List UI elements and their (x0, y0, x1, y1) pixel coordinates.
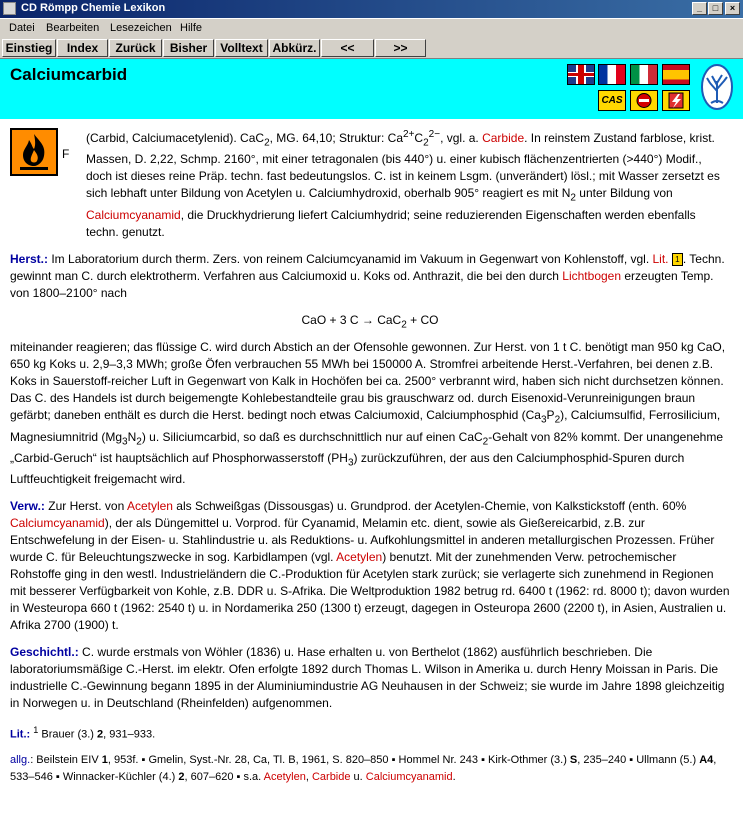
link-lichtbogen[interactable]: Lichtbogen (562, 268, 622, 283)
abkuerz-button[interactable]: Abkürz. (269, 39, 320, 57)
bold-text: A4 (699, 754, 714, 766)
text: als Schweißgas (Dissousgas) u. Grundprod. der Acetylen-Chemie, von Kalkstickstoff (enth. 60% (172, 499, 687, 514)
article-header (0, 59, 743, 119)
text: , 235–240 ▪ Ullmann (5.) (577, 754, 700, 766)
text: . (452, 771, 456, 783)
stop-icon[interactable] (630, 90, 658, 111)
text: P (546, 408, 555, 423)
general-references (10, 752, 730, 786)
intro-block (10, 126, 730, 241)
text: , die Druckhydrierung liefert Calciumhydrid; seine reduzierenden Eigenschaften werden ebenfalls techn. genutzt. (86, 207, 696, 239)
text: ) zurückzuführen, der aus den Calciumphosphid-Spuren durch Luftfeuchtigkeit freigemacht wird. (10, 450, 685, 487)
subscript: 2 (482, 435, 489, 447)
bold-text: 2 (178, 771, 185, 783)
text: unter Bildung von (575, 186, 673, 201)
toolbar (0, 38, 743, 59)
superscript: 2− (428, 129, 441, 140)
text: miteinander reagieren; das flüssige C. wird durch Abstich an der Ofensohle gewonnen. Zur Herst. von 1 t C. benötigt man 950 kg CaO, 650 kg Koks u. 2,9–3,3 MWh; große Öfen verbrauchen 55 MWh bei 150000 A. Stromfrei arbeitende Herst.-Verfahren, bei denen z.B. Koks in Sauerstoff-reicher Luft in Gegenwart von Kalk in Hochöfen bei ca. 2500° verbrannt wird, haben sich nicht durchsetzen können. Das C. des Handels ist durch beigemengte Kohlebestandteile grau bis grauschwarz od. durch Eisenoxid-Verunreinigungen braun gefärbt; daneben enthält es durch die Herst. bedingt noch etwas Calciumoxid, Calciumphosphid (Ca (10, 340, 726, 423)
menu-bearbeiten[interactable]: Bearbeiten (46, 22, 100, 34)
equation-left: CaO + 3 C (301, 312, 359, 327)
herst-paragraph (10, 251, 730, 302)
text: ) u. Siliciumcarbid, so daß es durchschnittlich nur auf einen CaC (141, 429, 483, 444)
text: , (305, 771, 312, 783)
section-label-geschichtl: Geschichtl.: (10, 645, 79, 660)
menu-hilfe[interactable]: Hilfe (180, 22, 203, 34)
text: C. wurde erstmals von Wöhler (1836) u. Hase erhalten u. von Berthelot (1862) ausführlich beschrieben. Die laboratoriumsmäßige C.-Herst. im elektr. Ofen erfolgte 1892 durch Thomas L. Wilson in Amerika u. durch Henry Moissan in Paris. Die industrielle C.-Gewinnung begann 1895 in der Aluminiumindustrie AG Neuhausen in der Schweiz; sie wurde im Jahre 1898 gleichzeitig in Norwegen u. in Deutschland (Rheinfelden) aufgenommen. (10, 645, 725, 711)
subscript: 2 (554, 414, 561, 426)
intro-paragraph (10, 126, 730, 241)
page-title: Calciumcarbid (10, 65, 128, 84)
bold-text: 1 (101, 754, 108, 766)
bold-text: 2 (97, 729, 104, 741)
subscript: 3 (347, 457, 354, 469)
text: , vgl. a. (440, 131, 483, 145)
text: . Techn. gewinnt man C. durch elektrotherm. Verfahren aus Calciumoxid u. Koks od. Anthrazit, die bei den durch (10, 251, 725, 283)
link-calciumcyanamid[interactable]: Calciumcyanamid (86, 207, 181, 222)
link-carbide[interactable]: Carbide (482, 131, 525, 145)
cas-icon[interactable]: CAS (598, 90, 626, 111)
section-label-allg: allg. (10, 754, 31, 766)
index-button[interactable]: Index (57, 39, 108, 57)
menu-lesezeichen[interactable]: Lesezeichen (110, 22, 172, 34)
subscript: 3 (540, 414, 547, 426)
subscript: 2 (570, 192, 576, 204)
verw-paragraph (10, 498, 730, 634)
subscript: 2 (423, 137, 429, 149)
flag-it-icon[interactable] (630, 64, 658, 85)
text: Im Laboratorium durch therm. Zers. von reinem Calciumcyanamid im Vakuum in Gegenwart von Kohlenstoff, vgl. (48, 251, 653, 266)
link-lit[interactable]: Lit. (652, 251, 669, 266)
text: , MG. 64,10; Struktur: Ca (269, 131, 404, 145)
flag-fr-icon[interactable] (598, 64, 626, 85)
text: Brauer (3.) (38, 729, 98, 741)
close-button[interactable]: × (725, 2, 740, 15)
subscript: 2 (136, 435, 142, 447)
link-carbide[interactable]: Carbide (311, 771, 351, 783)
text: ) benutzt. Mit der zunehmenden Verw. petrochemischer Rohstoffe ging in den westl. Industrieländern die C.-Produktion für Acetylen stark zurück; sie verlagerte sich zunehmend in Regionen mit besserer Verfügbarkeit von Kohle, z.B. DDR u. S-Afrika. Die Weltproduktion 1982 betrug rd. 6400 t (1962: rd. 8000 t); davon wurden in Westeuropa 660 t (1962: 2540 t) u. in Nordamerika 250 (1300 t) erzeugt, dagegen in Osteuropa 2600 (2200 t), in Asien, Australien u. Afrika 2700 (1900) t. (10, 550, 730, 633)
volltext-button[interactable]: Volltext (215, 39, 268, 57)
subscript: 2 (264, 137, 270, 149)
einstieg-button[interactable]: Einstieg (2, 39, 56, 57)
text: , 533–546 ▪ Winnacker-Küchler (4.) (10, 754, 717, 783)
minimize-button[interactable]: _ (692, 2, 707, 15)
superscript: 2+ (403, 129, 415, 140)
menu-bar (0, 19, 743, 38)
geschichtl-paragraph (10, 644, 730, 712)
subscript: 2 (401, 319, 407, 331)
text: (Carbid, Calciumacetylenid). CaC (86, 131, 265, 145)
text: erzeugten Temp. von 1800–2100° nach (10, 268, 714, 300)
flag-es-icon[interactable] (662, 64, 690, 85)
section-label-herst: Herst.: (10, 251, 49, 266)
link-calciumcyanamid[interactable]: Calciumcyanamid (10, 516, 105, 531)
subscript: 3 (122, 435, 128, 447)
tree-logo-icon[interactable] (701, 63, 733, 111)
text: . In reinstem Zustand farblose, krist. Massen, D. 2,22, Schmp. 2160°, mit einer tetragonalen (bis 440°) u. einer kubisch flächenzentrierten (>440°) Modif., doch ist dieses reine Präp. techn. fast bedeutungslos. C. ist in keinem Lsgm. (unverändert) lösl.; mit Wasser zersetzt es sich lebhaft unter Bildung von Acetylen u. Calciumhydroxid, oberhalb 905° reagiert es mit N (86, 131, 720, 201)
flag-uk-icon[interactable] (567, 64, 595, 85)
text: -Gehalt von 82% kommt. Der unangenehme „Carbid-Geruch“ ist hauptsächlich auf Phosphorwasserstoff (PH (10, 429, 724, 465)
next-button[interactable]: >> (375, 39, 426, 57)
title-bar (0, 0, 743, 18)
text: u. (350, 771, 366, 783)
equation-right: + CO (406, 312, 439, 327)
hazard-letter: F (62, 147, 70, 161)
article-body (10, 126, 730, 796)
text: , 607–620 ▪ s.a. (184, 771, 264, 783)
bold-text: S (569, 754, 578, 766)
lightning-icon[interactable] (662, 90, 690, 111)
literature-line (10, 722, 730, 744)
link-acetylen[interactable]: Acetylen (336, 550, 383, 565)
link-acetylen[interactable]: Acetylen (126, 499, 173, 514)
text: C (414, 131, 424, 145)
zurueck-button[interactable]: Zurück (109, 39, 162, 57)
reaction-arrow: → (361, 312, 374, 327)
text: : Beilstein EIV (30, 754, 102, 766)
previous-button[interactable]: << (321, 39, 374, 57)
link-calciumcyanamid[interactable]: Calciumcyanamid (365, 771, 453, 783)
superscript: 1 (33, 725, 39, 736)
flammable-hazard-icon (10, 128, 58, 176)
text: , 953f. ▪ Gmelin, Syst.-Nr. 28, Ca, Tl. B, 1961, S. 820–850 ▪ Hommel Nr. 243 ▪ Kirk-Othmer (3.) (107, 754, 570, 766)
menu-datei[interactable]: Datei (9, 22, 35, 34)
text: ), der als Düngemittel u. Vorprod. für Cyanamid, Melamin etc. dient, sowie als Gießereicarbid, z.B. zur Entschwefelung in der Eisen- u. Stahlindustrie u. als Reduktions- u. Aufkohlungsmittel in anderen metallurgischen Prozessen. Früher wurde C. für Beleuchtungszwecke in sog. Karbidlampen (vgl. (10, 516, 715, 565)
link-acetylen[interactable]: Acetylen (263, 771, 306, 783)
maximize-button[interactable]: □ (708, 2, 723, 15)
lit-reference-marker[interactable]: 1 (672, 253, 683, 266)
reaction-equation (10, 312, 730, 333)
window-title: CD Römpp Chemie Lexikon (21, 2, 166, 14)
bisher-button[interactable]: Bisher (163, 39, 214, 57)
section-label-lit: Lit.: (10, 729, 31, 741)
text: N (127, 429, 137, 444)
herst-continued-paragraph (10, 339, 730, 488)
section-label-verw: Verw.: (10, 499, 45, 514)
text: Zur Herst. von (44, 499, 127, 514)
equation-right: CaC (377, 312, 402, 327)
text: , 931–933. (103, 729, 156, 741)
text: ), Calciumsulfid, Ferrosilicium, Magnesiumnitrid (Mg (10, 408, 721, 444)
app-icon (3, 2, 16, 15)
